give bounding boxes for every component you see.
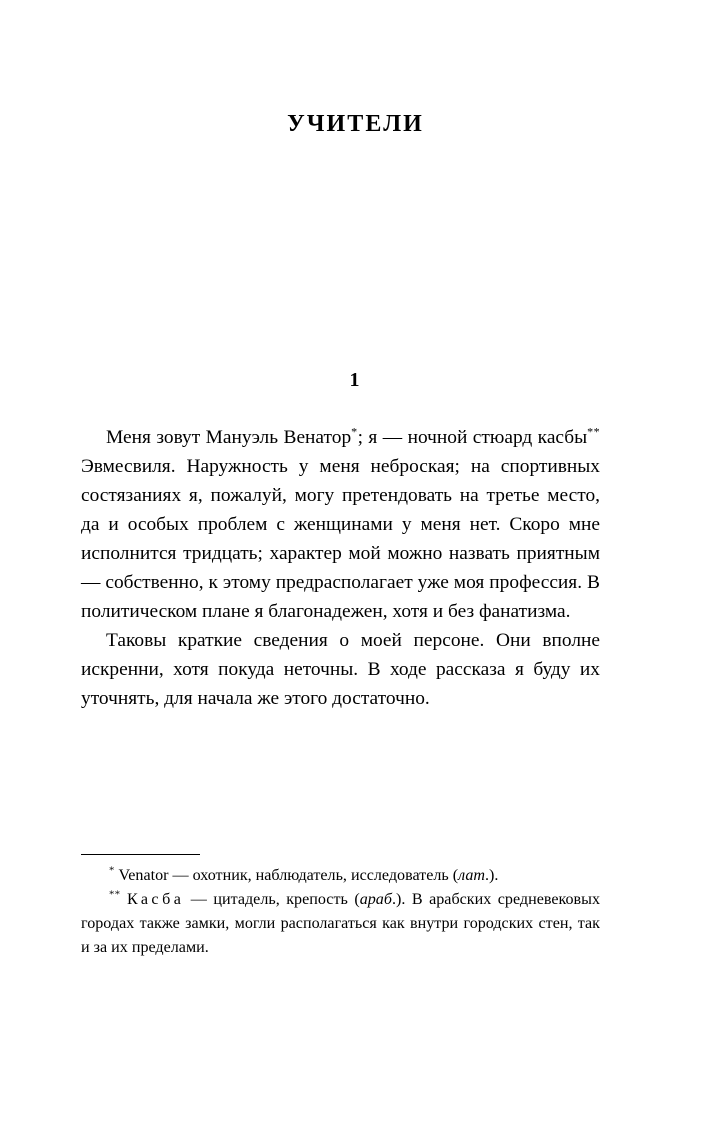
text-run: Меня зовут Мануэль Венатор bbox=[106, 427, 352, 448]
footnote-2 bbox=[81, 888, 600, 960]
chapter-title: УЧИТЕЛИ bbox=[287, 111, 424, 138]
footnote-1 bbox=[81, 864, 600, 888]
footnote-separator-rule bbox=[81, 854, 200, 855]
footnote-headword: Касба bbox=[126, 891, 185, 908]
section-number: 1 bbox=[349, 369, 360, 391]
text-run: Эвмесвиля. Наружность у меня неброская; на спортивных состязаниях я, пожалуй, могу претендовать на третье место, да и особых проблем с женщинами у меня нет. Скоро мне исполнится тридцать; характер мой можно назвать приятным — собственно, к этому предрасполагает уже моя профессия. В политическом плане я благонадежен, хотя и без фанатизма. bbox=[81, 456, 600, 622]
text-run: Venator — охотник, наблюдатель, исследователь ( bbox=[118, 867, 459, 884]
body-paragraph-1 bbox=[81, 423, 600, 626]
italic-language-abbreviation: араб bbox=[359, 891, 392, 908]
text-run: .). В арабских средневековых городах также замки, могли располагаться как внутри городских стен, так и за их пределами. bbox=[81, 891, 600, 956]
body-paragraph-2 bbox=[81, 626, 600, 713]
italic-language-abbreviation: лат bbox=[458, 867, 485, 884]
footnote-text bbox=[118, 867, 498, 884]
text-run: ; я — ночной стюард касбы bbox=[357, 427, 588, 448]
body-text-block bbox=[81, 423, 600, 713]
text-run: — цитадель, крепость ( bbox=[184, 891, 360, 908]
text-run: Таковы краткие сведения о моей персоне. Они вполне искренни, хотя покуда неточны. В ходе рассказа я буду их уточнять, для начала же этого достаточно. bbox=[81, 630, 600, 709]
footnote-reference-mark[interactable]: * bbox=[351, 424, 358, 439]
footnote-reference-mark[interactable]: ** bbox=[587, 424, 600, 439]
footnote-text bbox=[81, 891, 600, 956]
footnote-mark[interactable]: * bbox=[109, 865, 115, 877]
footnote-block bbox=[81, 864, 600, 960]
footnote-mark[interactable]: ** bbox=[109, 889, 121, 901]
text-run: .). bbox=[485, 867, 499, 884]
